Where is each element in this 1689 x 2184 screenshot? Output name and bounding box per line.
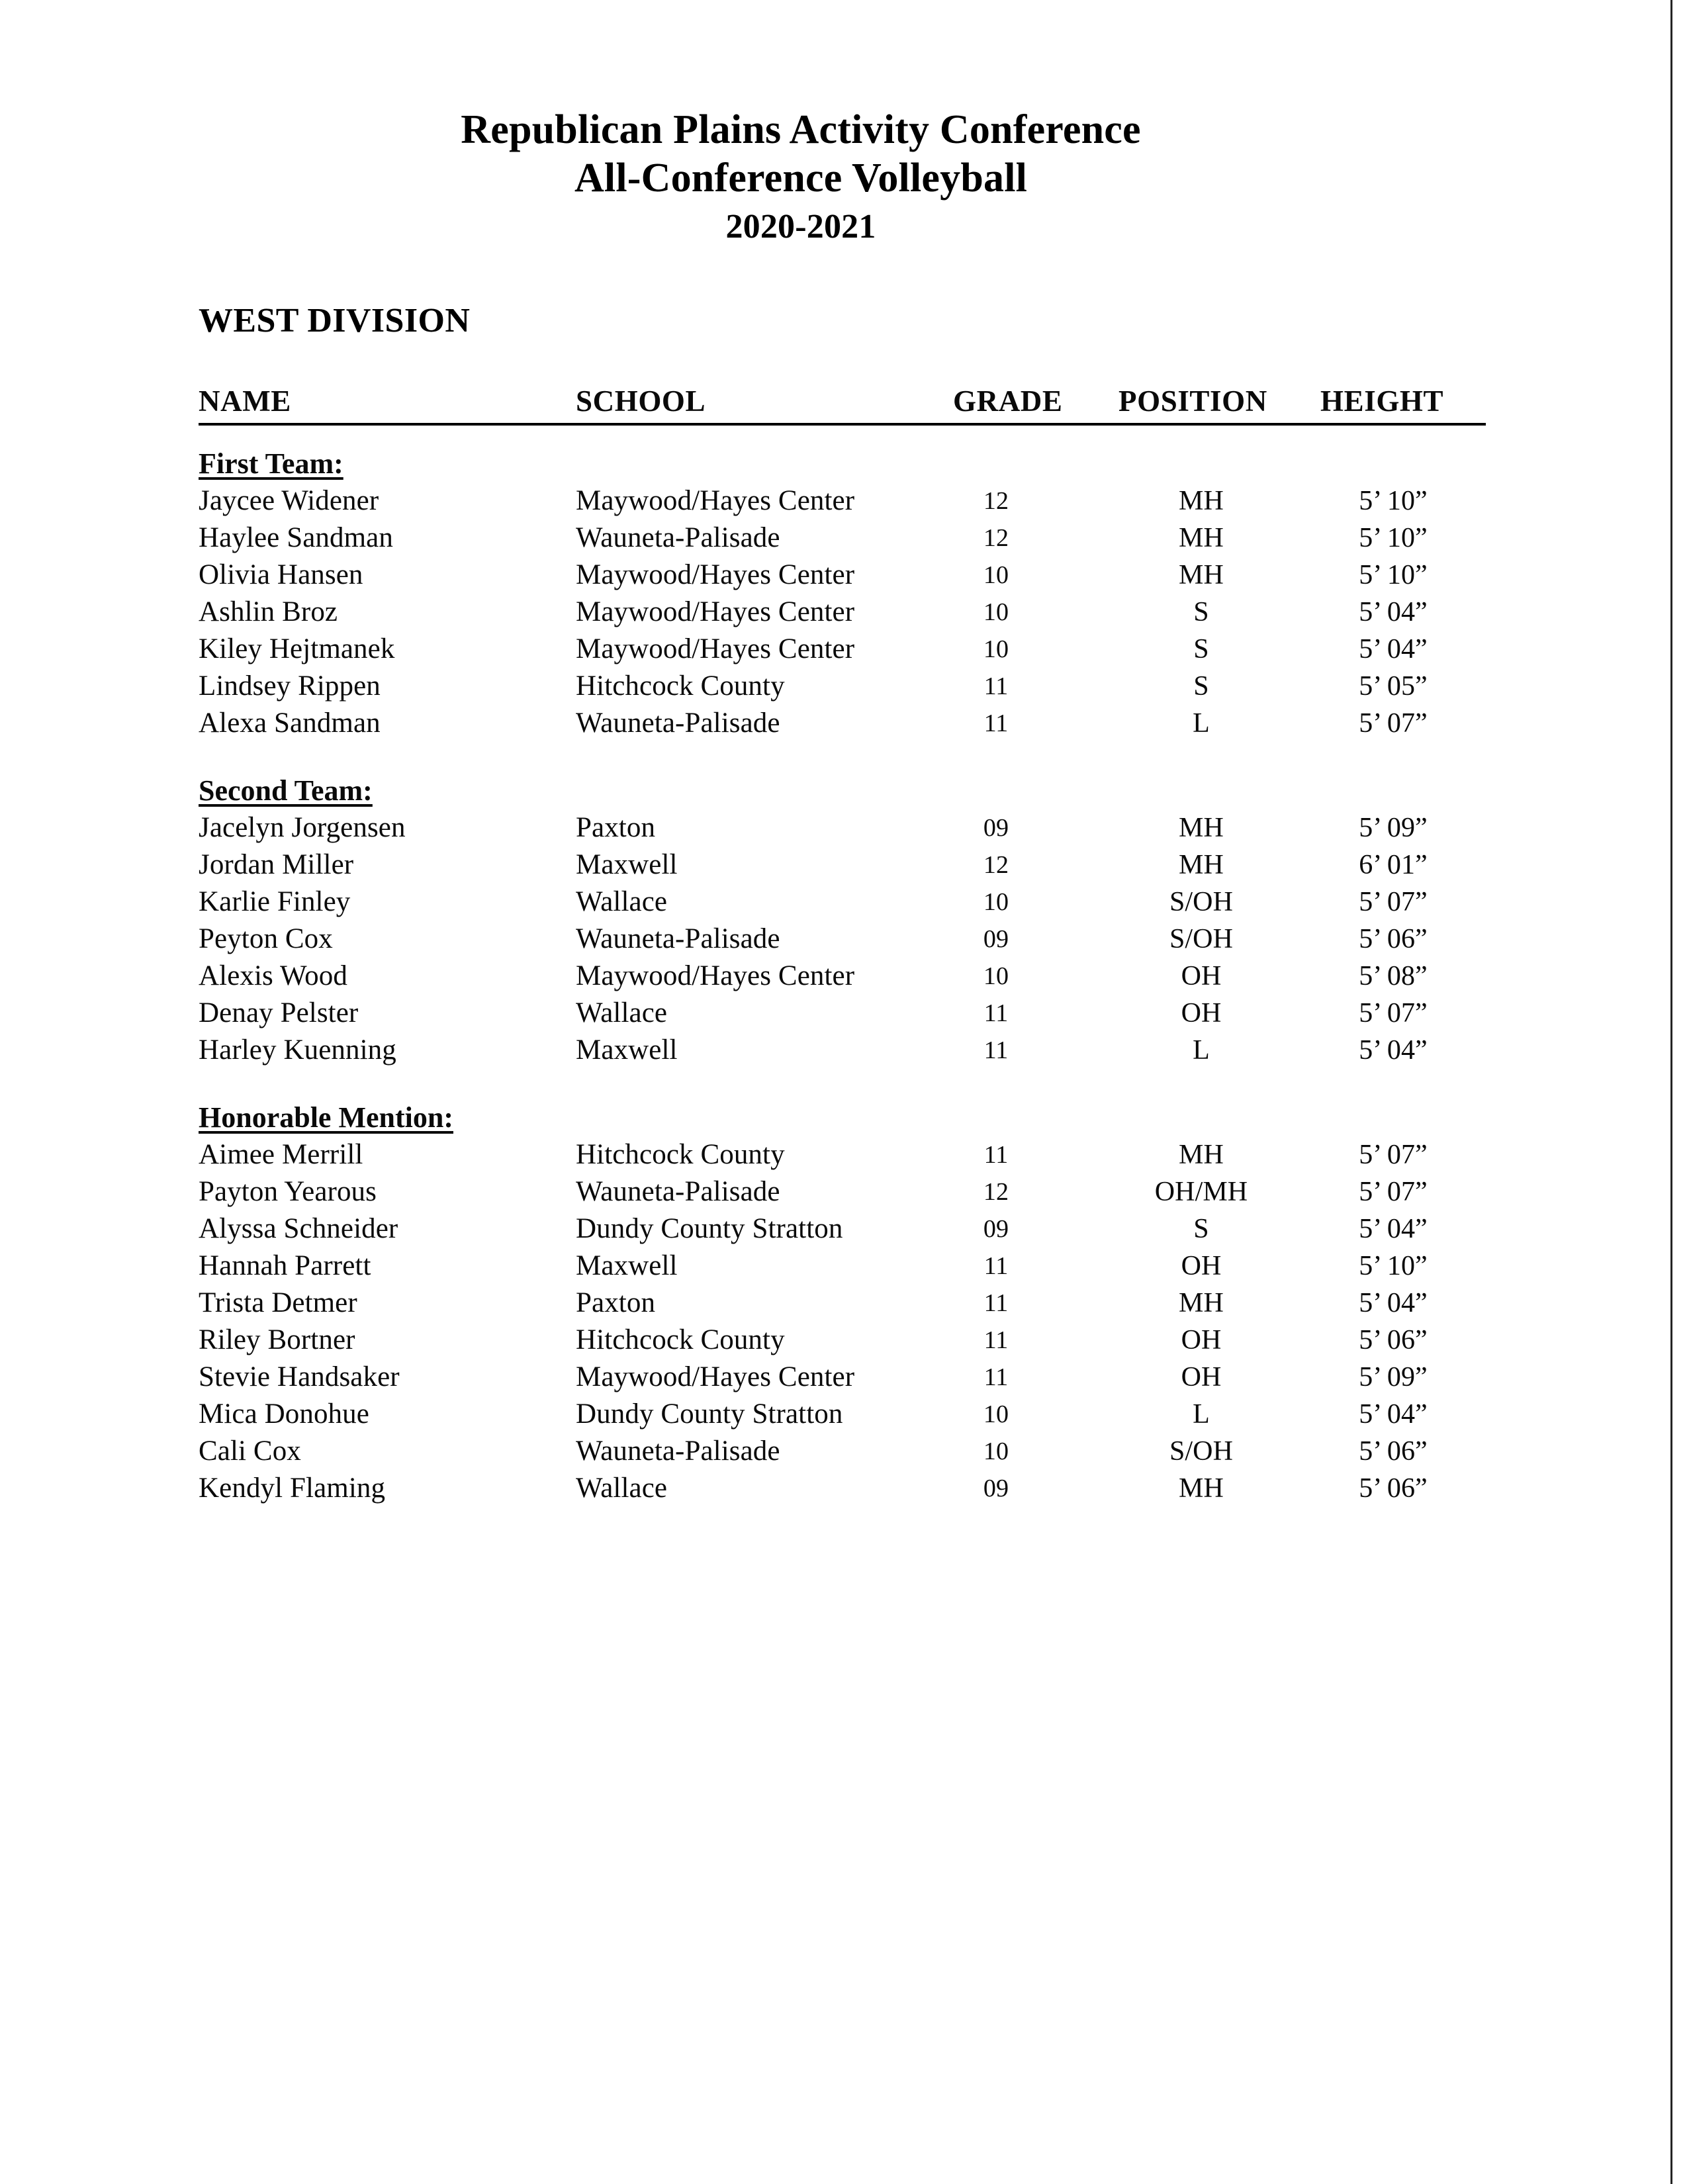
section-heading: First Team: — [199, 447, 343, 480]
table-row — [199, 1322, 1486, 1359]
column-header-grade: GRADE — [953, 385, 1063, 418]
document-title-block — [0, 106, 1602, 248]
player-height: 5’ 06” — [1359, 924, 1428, 954]
table-row — [199, 1396, 1486, 1433]
player-grade: 11 — [983, 1141, 1009, 1169]
player-name: Trista Detmer — [199, 1287, 357, 1318]
player-grade: 12 — [983, 851, 1009, 879]
player-position: S/OH — [1169, 924, 1234, 954]
table-row — [199, 921, 1486, 958]
player-position: L — [1193, 708, 1210, 739]
table-row — [199, 557, 1486, 594]
player-school: Hitchcock County — [576, 1139, 785, 1170]
player-grade: 11 — [983, 709, 1009, 737]
player-name: Jacelyn Jorgensen — [199, 812, 406, 843]
player-position: OH — [1181, 998, 1222, 1028]
player-school: Wauneta-Palisade — [576, 1435, 780, 1467]
player-grade: 11 — [983, 1363, 1009, 1391]
section-spacer — [199, 742, 1486, 772]
player-school: Wauneta-Palisade — [576, 1176, 780, 1207]
player-grade: 09 — [983, 1475, 1009, 1502]
table-row — [199, 1210, 1486, 1248]
player-grade: 10 — [983, 1400, 1009, 1428]
player-name: Alexa Sandman — [199, 707, 381, 739]
player-position: OH — [1181, 1251, 1222, 1281]
player-height: 5’ 05” — [1359, 671, 1428, 702]
player-name: Riley Bortner — [199, 1324, 355, 1355]
player-position: S/OH — [1169, 1436, 1234, 1467]
player-name: Haylee Sandman — [199, 522, 393, 553]
table-row — [199, 1359, 1486, 1396]
player-height: 5’ 07” — [1359, 1177, 1428, 1207]
season-title-line: 2020-2021 — [725, 208, 876, 246]
player-height: 5’ 07” — [1359, 998, 1428, 1028]
table-row — [199, 1248, 1486, 1285]
player-position: L — [1193, 1035, 1210, 1066]
player-school: Maywood/Hayes Center — [576, 596, 855, 627]
player-grade: 09 — [983, 814, 1009, 842]
player-position: S/OH — [1169, 887, 1234, 917]
player-position: MH — [1179, 1288, 1224, 1318]
player-position: L — [1193, 1399, 1210, 1430]
player-height: 5’ 04” — [1359, 1214, 1428, 1244]
player-name: Jordan Miller — [199, 849, 354, 880]
player-grade: 10 — [983, 888, 1009, 916]
player-position: S — [1193, 1214, 1209, 1244]
player-name: Aimee Merrill — [199, 1139, 363, 1170]
table-row — [199, 958, 1486, 995]
section-spacer — [199, 426, 1486, 445]
player-school: Wauneta-Palisade — [576, 707, 780, 739]
player-school: Wauneta-Palisade — [576, 522, 780, 553]
table-row — [199, 1136, 1486, 1173]
scan-edge-artifact — [1670, 0, 1672, 2184]
section-heading: Second Team: — [199, 774, 373, 807]
player-name: Jaycee Widener — [199, 485, 379, 516]
player-height: 5’ 06” — [1359, 1436, 1428, 1467]
player-position: OH/MH — [1154, 1177, 1248, 1207]
player-grade: 12 — [983, 524, 1009, 552]
table-body — [199, 426, 1486, 1507]
player-name: Lindsey Rippen — [199, 670, 381, 702]
player-grade: 11 — [983, 1036, 1009, 1064]
table-row — [199, 1032, 1486, 1069]
player-name: Denay Pelster — [199, 997, 359, 1028]
player-grade: 12 — [983, 487, 1009, 515]
player-name: Stevie Handsaker — [199, 1361, 400, 1392]
player-height: 5’ 08” — [1359, 961, 1428, 991]
player-school: Dundy County Stratton — [576, 1213, 843, 1244]
player-height: 5’ 07” — [1359, 708, 1428, 739]
player-height: 5’ 06” — [1359, 1325, 1428, 1355]
player-height: 6’ 01” — [1359, 850, 1428, 880]
table-row — [199, 1285, 1486, 1322]
player-height: 5’ 09” — [1359, 813, 1428, 843]
table-row — [199, 520, 1486, 557]
player-grade: 10 — [983, 962, 1009, 990]
player-grade: 11 — [983, 999, 1009, 1027]
player-school: Dundy County Stratton — [576, 1398, 843, 1430]
player-height: 5’ 07” — [1359, 887, 1428, 917]
player-height: 5’ 10” — [1359, 486, 1428, 516]
player-position: MH — [1179, 813, 1224, 843]
player-grade: 10 — [983, 635, 1009, 663]
player-height: 5’ 09” — [1359, 1362, 1428, 1392]
column-header-height: HEIGHT — [1320, 385, 1444, 418]
column-header-position: POSITION — [1118, 385, 1267, 418]
player-position: S — [1193, 634, 1209, 664]
player-grade: 09 — [983, 1215, 1009, 1243]
section-heading: Honorable Mention: — [199, 1101, 453, 1134]
player-name: Karlie Finley — [199, 886, 351, 917]
player-name: Mica Donohue — [199, 1398, 369, 1430]
table-row — [199, 1470, 1486, 1507]
column-header-name: NAME — [199, 385, 291, 418]
table-row — [199, 846, 1486, 884]
player-school: Wallace — [576, 997, 668, 1028]
section-spacer — [199, 1069, 1486, 1099]
player-position: OH — [1181, 1325, 1222, 1355]
player-school: Maxwell — [576, 1034, 678, 1066]
player-position: MH — [1179, 486, 1224, 516]
player-grade: 12 — [983, 1178, 1009, 1206]
player-school: Maxwell — [576, 1250, 678, 1281]
table-row — [199, 668, 1486, 705]
player-height: 5’ 04” — [1359, 1288, 1428, 1318]
player-name: Ashlin Broz — [199, 596, 338, 627]
all-conference-table — [199, 381, 1486, 1507]
player-position: S — [1193, 671, 1209, 702]
player-school: Paxton — [576, 1287, 656, 1318]
player-name: Payton Yearous — [199, 1176, 377, 1207]
player-height: 5’ 04” — [1359, 1035, 1428, 1066]
player-grade: 10 — [983, 598, 1009, 626]
player-grade: 11 — [983, 672, 1009, 700]
player-school: Maywood/Hayes Center — [576, 1361, 855, 1392]
player-height: 5’ 04” — [1359, 1399, 1428, 1430]
player-school: Wallace — [576, 886, 668, 917]
player-school: Wauneta-Palisade — [576, 923, 780, 954]
table-row — [199, 884, 1486, 921]
player-school: Paxton — [576, 812, 656, 843]
player-grade: 11 — [983, 1326, 1009, 1354]
player-grade: 11 — [983, 1289, 1009, 1317]
table-row — [199, 705, 1486, 742]
table-header-row — [199, 381, 1486, 422]
player-height: 5’ 10” — [1359, 523, 1428, 553]
conference-title-line: Republican Plains Activity Conference — [461, 107, 1141, 152]
player-grade: 11 — [983, 1252, 1009, 1280]
table-row — [199, 1433, 1486, 1470]
player-position: MH — [1179, 1140, 1224, 1170]
player-name: Alyssa Schneider — [199, 1213, 398, 1244]
player-school: Hitchcock County — [576, 670, 785, 702]
player-school: Maxwell — [576, 849, 678, 880]
player-name: Kendyl Flaming — [199, 1473, 386, 1504]
division-label: WEST DIVISION — [199, 302, 471, 340]
player-school: Wallace — [576, 1473, 668, 1504]
table-row — [199, 809, 1486, 846]
table-row — [199, 594, 1486, 631]
player-height: 5’ 04” — [1359, 634, 1428, 664]
player-height: 5’ 04” — [1359, 597, 1428, 627]
player-name: Alexis Wood — [199, 960, 347, 991]
player-name: Hannah Parrett — [199, 1250, 371, 1281]
player-position: MH — [1179, 523, 1224, 553]
player-grade: 10 — [983, 561, 1009, 589]
column-header-school: SCHOOL — [576, 385, 706, 418]
player-height: 5’ 10” — [1359, 1251, 1428, 1281]
player-name: Harley Kuenning — [199, 1034, 396, 1066]
award-title-line: All-Conference Volleyball — [574, 156, 1028, 201]
player-height: 5’ 07” — [1359, 1140, 1428, 1170]
player-school: Maywood/Hayes Center — [576, 559, 855, 590]
player-position: OH — [1181, 1362, 1222, 1392]
player-position: OH — [1181, 961, 1222, 991]
player-position: S — [1193, 597, 1209, 627]
table-row — [199, 995, 1486, 1032]
player-name: Kiley Hejtmanek — [199, 633, 395, 664]
player-name: Cali Cox — [199, 1435, 301, 1467]
player-name: Peyton Cox — [199, 923, 333, 954]
player-school: Maywood/Hayes Center — [576, 633, 855, 664]
player-height: 5’ 10” — [1359, 560, 1428, 590]
player-name: Olivia Hansen — [199, 559, 363, 590]
player-position: MH — [1179, 850, 1224, 880]
table-row — [199, 1173, 1486, 1210]
player-grade: 09 — [983, 925, 1009, 953]
player-position: MH — [1179, 560, 1224, 590]
player-school: Maywood/Hayes Center — [576, 960, 855, 991]
player-school: Maywood/Hayes Center — [576, 485, 855, 516]
table-row — [199, 482, 1486, 520]
player-height: 5’ 06” — [1359, 1473, 1428, 1504]
player-grade: 10 — [983, 1437, 1009, 1465]
player-position: MH — [1179, 1473, 1224, 1504]
player-school: Hitchcock County — [576, 1324, 785, 1355]
table-row — [199, 631, 1486, 668]
